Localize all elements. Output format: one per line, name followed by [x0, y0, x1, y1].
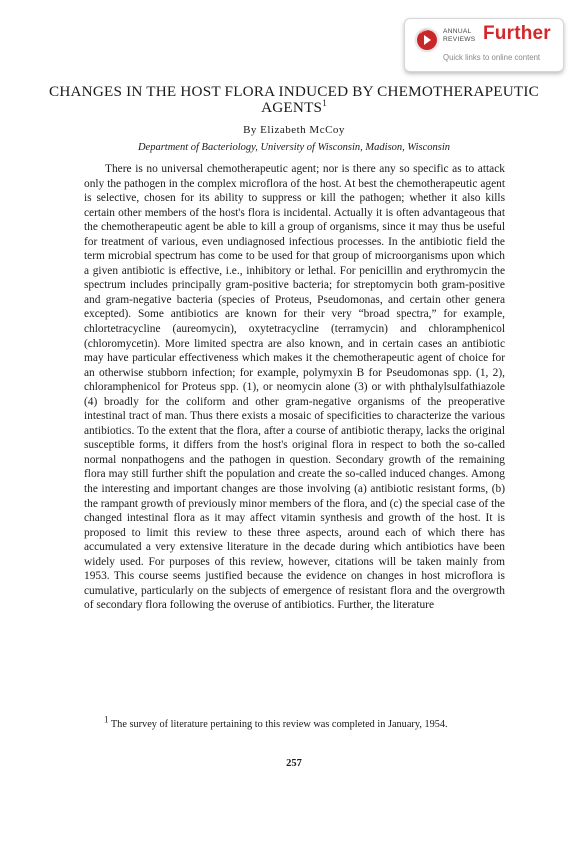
footnote [84, 714, 505, 731]
reviews-label: REVIEWS [443, 35, 476, 43]
annual-reviews-wordmark [443, 28, 476, 43]
annual-reviews-logo-icon [414, 27, 440, 53]
footnote-text: The survey of literature pertaining to this review was completed in January, 1954. [110, 719, 448, 730]
author-affiliation: Department of Bacteriology, University of Wisconsin, Madison, Wisconsin [137, 142, 451, 153]
title-footnote-marker: 1 [322, 97, 327, 108]
further-label: Further [483, 23, 551, 44]
annual-reviews-further-badge[interactable] [404, 18, 564, 72]
body-paragraph: There is no universal chemotherapeutic agent; nor is there any so specific as to attack only the pathogen in the complex microflora of the host. At best the chemotherapeutic agent is selective, chosen for its ability to suppress or kill the pathogen; whether it also kills certain other members of the host's flora is incidental. Actually it is often advantageous that the chemotherapeutic agent be able to kill a group of organisms, since it may thus be useful for treatment of various, even undiagnosed infectious processes. In the antibiotic field the term microbial spectrum has come to be used for that group of microorganisms upon which a given antibiotic is effective, i.e., inhibitory or lethal. For penicillin and erythromycin the spectrum includes principally gram-positive bacteria; for streptomycin both gram-positive and gram-negative bacteria (species of Proteus, Pseudomonas, and certain other genera excepted). Some antibiotics are known for their very “broad spectra,” for example, chlortetracycline (aureomycin), oxytetracycline (terramycin) and chloramphenicol (chloromycetin). More limited spectra are also known, and in certain cases an antibiotic may have particular effectiveness which makes it the chemotherapeutic agent of choice for an otherwise stubborn infection; for example, polymyxin B for Pseudomonas spp. (1, 2), chloramphenicol for Proteus spp. (1), or neomycin alone (3) or with phthalylsulfathiazole (4) broadly for the coliform and other gram-negative organisms of the preoperative intestinal tract of man. Thus there exists a mosaic of specificities to characterize the various antibiotics. To the extent that the flora, after a course of antibiotic therapy, lacks the original susceptible forms, it differs from the host's original flora in respect to both the so-called normal nonpathogens and the pathogen in question. Secondary growth of the remaining flora may still further shift the population and create the so-called induced changes. Among the interesting and important changes are those involving (a) antibiotic resistant forms, (b) the rampant growth of previously minor members of the flora, and (c) the special case of the changed intestinal flora as it may affect vitamin synthesis and growth of the host. It is proposed to limit this review to these three aspects, around each of which there has accumulated a very extensive literature in the decade during which antibiotics have been widely used. For purposes of this review, however, citations will be taken mainly from 1953. This course seems justified because the evidence on changes in host microflora is cumulative, particularly on the subjects of emergence of resistant flora and the overgrowth of secondary flora following the overuse of antibiotics. Further, the literature [84, 163, 505, 612]
footnote-marker: 1 [104, 714, 109, 725]
author-line: By Elizabeth McCoy [243, 124, 345, 136]
article-title [40, 84, 548, 115]
article-title-text: CHANGES IN THE HOST FLORA INDUCED BY CHEMOTHERAPEUTIC AGENTS [48, 83, 539, 116]
page-number: 257 [286, 758, 302, 769]
annual-label: ANNUAL [443, 28, 472, 35]
quick-links-label[interactable]: Quick links to online content [443, 53, 541, 62]
